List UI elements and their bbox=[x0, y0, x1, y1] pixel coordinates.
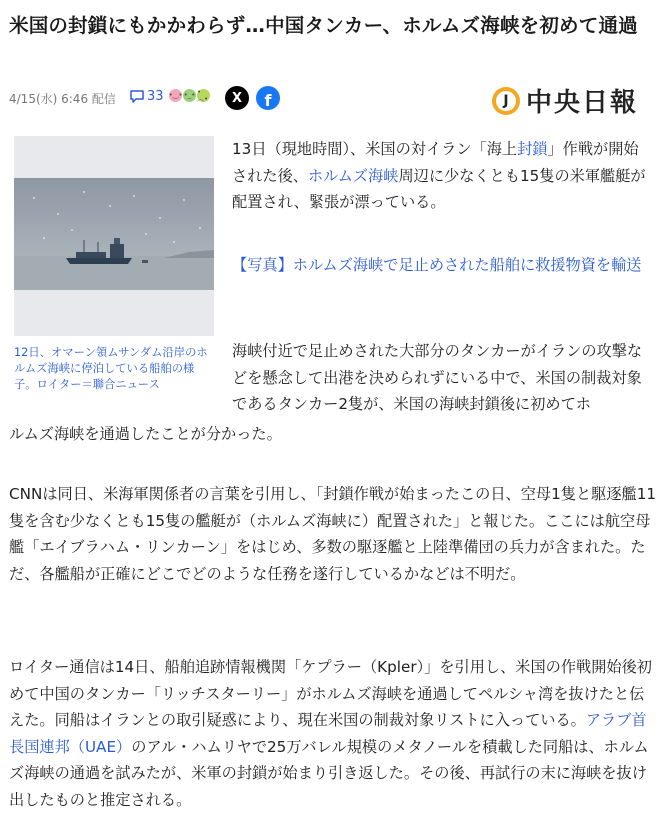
ship-photo bbox=[14, 178, 214, 290]
article-title: 米国の封鎖にもかかわらず…中国タンカー、ホルムズ海峡を初めて通過 bbox=[9, 14, 638, 37]
article-meta bbox=[9, 86, 659, 118]
paragraph-3-continued: ルムズ海峡を通過したことが分かった。 bbox=[9, 425, 282, 443]
paragraph-1: 13日（現地時間）、米国の対イラン「海上封鎖」作戦が開始された後、ホルムズ海峡周辺に少なくとも15隻の米軍艦艇が配置され、緊張が漂っている。 bbox=[232, 140, 646, 211]
paragraph-5: ロイター通信は14日、船舶追跡情報機関「ケプラー（Kpler）」を引用し、米国の作戦開始後初めて中国のタンカー「リッチスターリー」がホルムズ海峡を通過してペルシャ湾を抜けたと伝えた。同船はイランとの取引疑惑により、現在米国の制裁対象リストに入っている。アラブ首長国連邦（UAE）のアル・ハムリヤで25万バレル規模のメタノールを積載した同船は、ホルムズ海峡の通過を試みたが、米軍の封鎖が始まり引き返した。その後、再試行の末に海峡を抜け出したものと推定される。 bbox=[9, 658, 652, 809]
publisher-name: 中央日報 bbox=[526, 88, 639, 118]
blockade-link[interactable]: 封鎖 bbox=[517, 140, 548, 158]
reaction-faces-icon[interactable]: •‿• •_• •︵• bbox=[168, 87, 209, 103]
comments-link[interactable] bbox=[129, 89, 164, 104]
comment-icon bbox=[129, 89, 145, 104]
publish-date: 4/15(水) 6:46 配信 bbox=[9, 92, 116, 106]
paragraph-4: CNNは同日、米海軍関係者の言葉を引用し、「封鎖作戦が始まったこの日、空母1隻と駆逐艦11隻を含む少なくとも15隻の艦艇が（ホルムズ海峡に）配置された」と報じた。ここには航空母艦「エイブラハム・リンカーン」をはじめ、多数の駆逐艦と上陸準備団の兵力が含まれた。ただ、各艦船が正確にどこでどのような任務を遂行しているかなどは不明だ。 bbox=[9, 485, 657, 583]
paragraph-photo-link bbox=[232, 252, 652, 279]
facebook-share-icon[interactable]: f bbox=[256, 86, 280, 110]
comment-count: 33 bbox=[147, 89, 164, 104]
paragraph-3: 海峡付近で足止めされた大部分のタンカーがイランの攻撃などを懸念して出港を決められずにいる中で、米国の制裁対象であるタンカー2隻が、米国の海峡封鎖後に初めてホ bbox=[232, 342, 643, 413]
joongang-logo-icon: J bbox=[492, 87, 520, 115]
uae-link[interactable]: アラブ首長国連邦（UAE） bbox=[9, 711, 647, 756]
image-caption[interactable]: 12日、オマーン領ムサンダム沿岸のホルムズ海峡に停泊している船舶の様子。ロイター＝聯合ニュース bbox=[14, 346, 208, 391]
hormuz-link[interactable]: ホルムズ海峡 bbox=[307, 166, 399, 185]
x-share-icon[interactable]: X bbox=[225, 86, 249, 110]
photo-article-link[interactable]: 【写真】ホルムズ海峡で足止めされた船舶に救援物資を輸送 bbox=[232, 256, 642, 274]
publisher-logo[interactable] bbox=[492, 82, 638, 119]
article-image[interactable] bbox=[14, 136, 214, 336]
